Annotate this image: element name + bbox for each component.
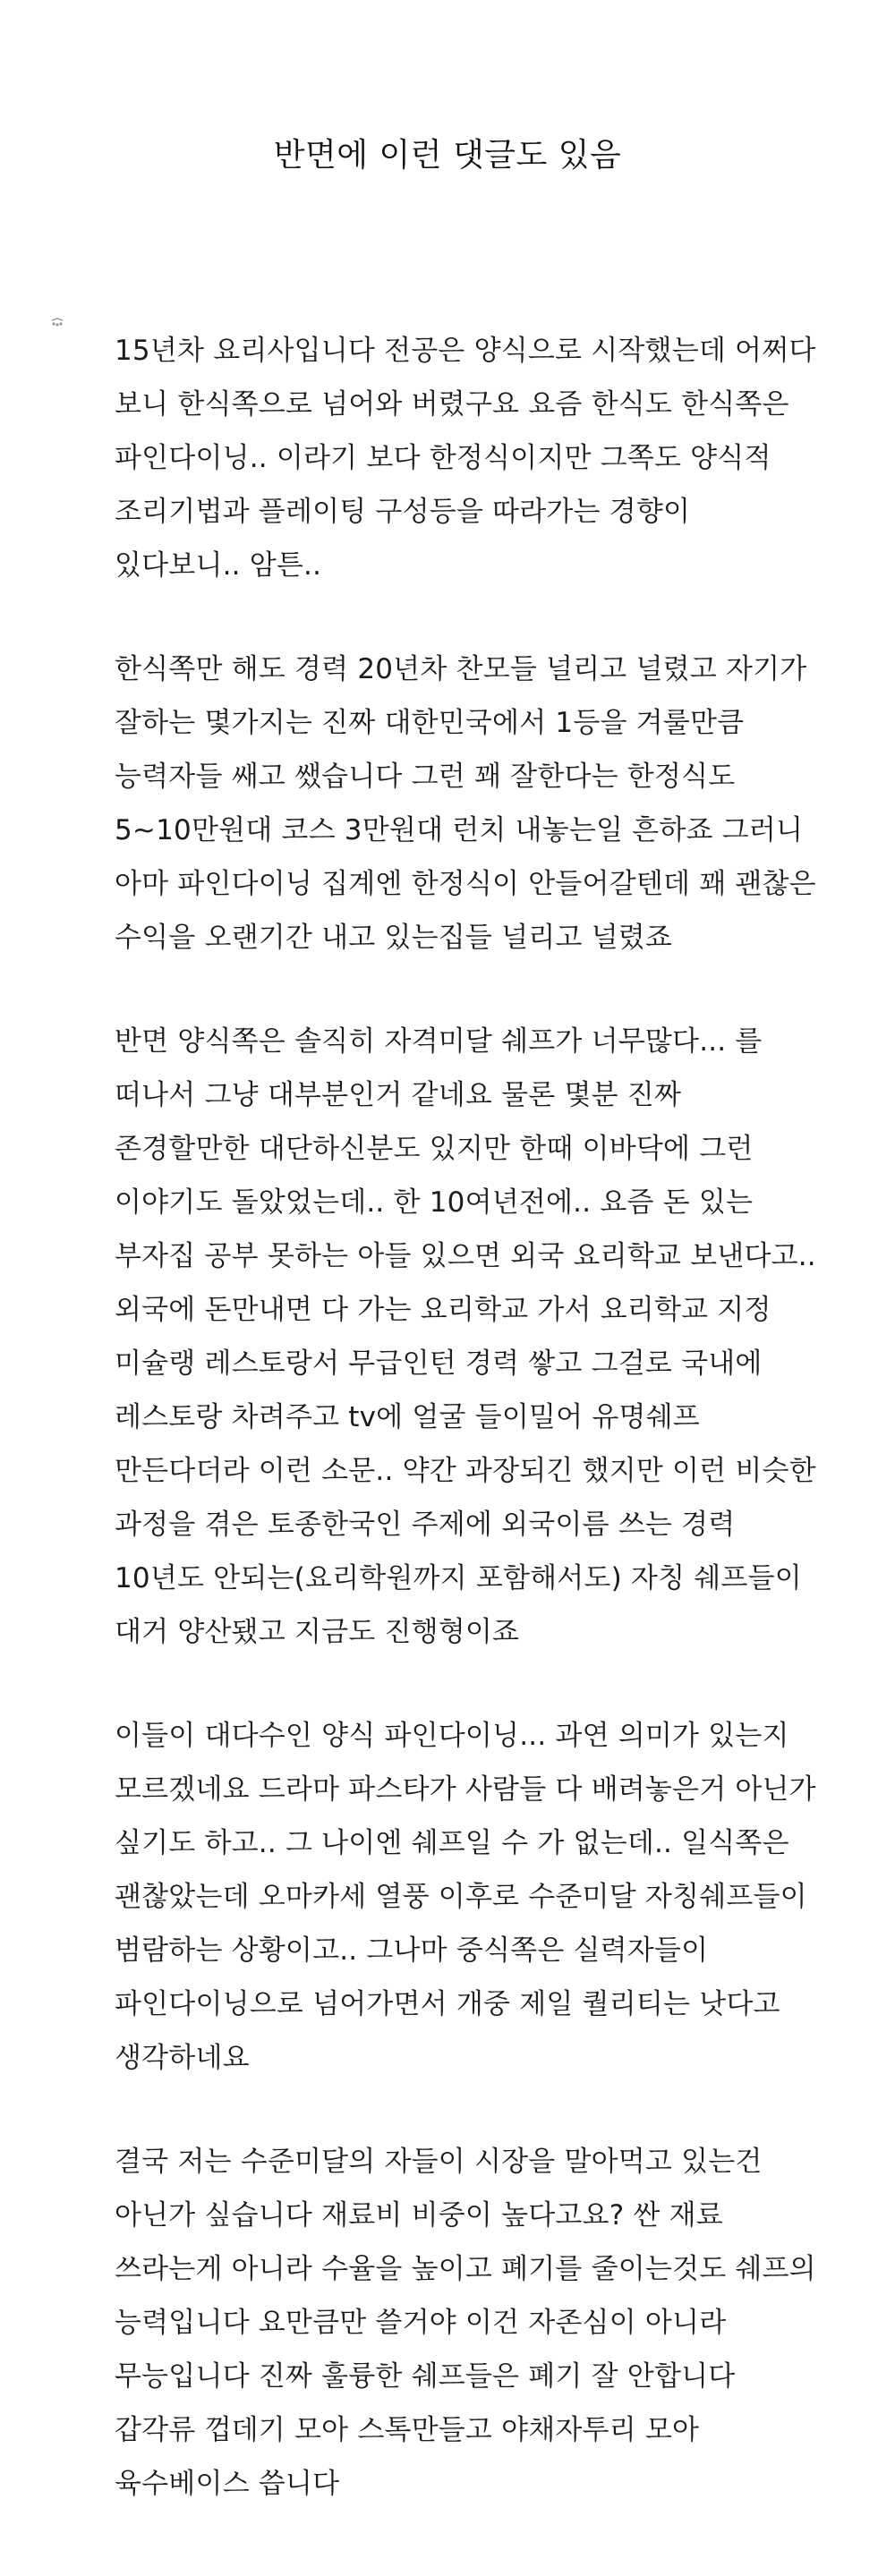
comment-paragraph: [115, 324, 840, 592]
comment-line: 존경할만한 대단하신분도 있지만 한때 이바닥에 그런: [115, 1133, 754, 1165]
comment-paragraph: [115, 1015, 840, 1659]
comment-line: 있다보니.. 암튼..: [115, 549, 322, 582]
comment-line: 아마 파인다이닝 집계엔 한정식이 안들어갈텐데 꽤 괜찮은: [115, 868, 816, 900]
comment-line: 부자집 공부 못하는 아들 있으면 외국 요리학교 보낸다고..: [115, 1240, 816, 1272]
comment-line: 괜찮았는데 오마카세 열풍 이후로 수준미달 자칭쉐프들이: [115, 1881, 807, 1913]
comment-line: 15년차 요리사입니다 전공은 양식으로 시작했는데 어쩌다: [115, 335, 816, 367]
comment-line: 무능입니다 진짜 훌륭한 쉐프들은 폐기 잘 안합니다: [115, 2360, 736, 2393]
comment-line: 능력자들 쌔고 쌨습니다 그런 꽤 잘한다는 한정식도: [115, 761, 736, 793]
comment-line: 범람하는 상황이고.. 그나마 중식쪽은 실력자들이: [115, 1934, 709, 1967]
comment-line: 미슐랭 레스토랑서 무급인턴 경력 쌓고 그걸로 국내에: [115, 1348, 763, 1380]
comment-line: 육수베이스 씁니다: [115, 2468, 340, 2500]
comment-line: 대거 양산됐고 지금도 진행형이죠: [115, 1616, 520, 1648]
comment-line: 결국 저는 수준미달의 자들이 시장을 말아먹고 있는건: [115, 2146, 763, 2178]
page-title: 반면에 이런 댓글도 있음: [273, 137, 622, 174]
comment-line: 아닌가 싶습니다 재료비 비중이 높다고요? 싼 재료: [115, 2199, 723, 2232]
comment-line: 반면 양식쪽은 솔직히 자격미달 쉐프가 너무많다... 를: [115, 1025, 763, 1058]
comment-paragraph: [115, 642, 840, 965]
comment-line: 조리기법과 플레이팅 구성등을 따라가는 경향이: [115, 496, 691, 528]
comment-line: 레스토랑 차려주고 tv에 얼굴 들이밀어 유명쉐프: [115, 1401, 700, 1433]
comment-line: 한식쪽만 해도 경력 20년차 찬모들 널리고 널렸고 자기가: [115, 653, 807, 685]
comment-line: 싶기도 하고.. 그 나이엔 쉐프일 수 가 없는데.. 일식쪽은: [115, 1827, 789, 1859]
comment-line: 5~10만원대 코스 3만원대 런치 내놓는일 흔하죠 그러니: [115, 814, 804, 846]
comment-line: 떠나서 그냥 대부분인거 같네요 물론 몇분 진짜: [115, 1079, 682, 1111]
comment-line: 쓰라는게 아니라 수율을 높이고 폐기를 줄이는것도 쉐프의: [115, 2253, 816, 2285]
comment-body: [115, 324, 840, 2561]
comment-line: 모르겠네요 드라마 파스타가 사람들 다 배려놓은거 아닌가: [115, 1773, 816, 1806]
comment-quote-icon: [50, 318, 64, 328]
comment-line: 능력입니다 요만큼만 쓸거야 이건 자존심이 아니라: [115, 2307, 727, 2339]
comment-line: 파인다이닝.. 이라기 보다 한정식이지만 그쪽도 양식적: [115, 442, 771, 474]
comment-line: 보니 한식쪽으로 넘어와 버렸구요 요즘 한식도 한식쪽은: [115, 388, 789, 421]
comment-line: 갑각류 껍데기 모아 스톡만들고 야채자투리 모아: [115, 2414, 700, 2446]
comment-line: 수익을 오랜기간 내고 있는집들 널리고 널렸죠: [115, 922, 673, 954]
comment-line: 과정을 겪은 토종한국인 주제에 외국이름 쓰는 경력: [115, 1509, 736, 1541]
comment-line: 생각하네요: [115, 2042, 250, 2074]
comment-line: 이야기도 돌았었는데.. 한 10여년전에.. 요즘 돈 있는: [115, 1186, 754, 1219]
comment-line: 이들이 대다수인 양식 파인다이닝... 과연 의미가 있는지: [115, 1720, 789, 1752]
comment-line: 외국에 돈만내면 다 가는 요리학교 가서 요리학교 지정: [115, 1294, 771, 1326]
comment-line: 파인다이닝으로 넘어가면서 개중 제일 퀄리티는 낫다고: [115, 1988, 780, 2020]
comment-paragraph: [115, 2135, 840, 2511]
comment-line: 만든다더라 이런 소문.. 약간 과장되긴 했지만 이런 비슷한: [115, 1455, 816, 1487]
comment-paragraph: [115, 1709, 840, 2085]
comment-line: 10년도 안되는(요리학원까지 포함해서도) 자칭 쉐프들이: [115, 1562, 802, 1594]
comment-line: 잘하는 몇가지는 진짜 대한민국에서 1등을 겨룰만큼: [115, 707, 745, 739]
